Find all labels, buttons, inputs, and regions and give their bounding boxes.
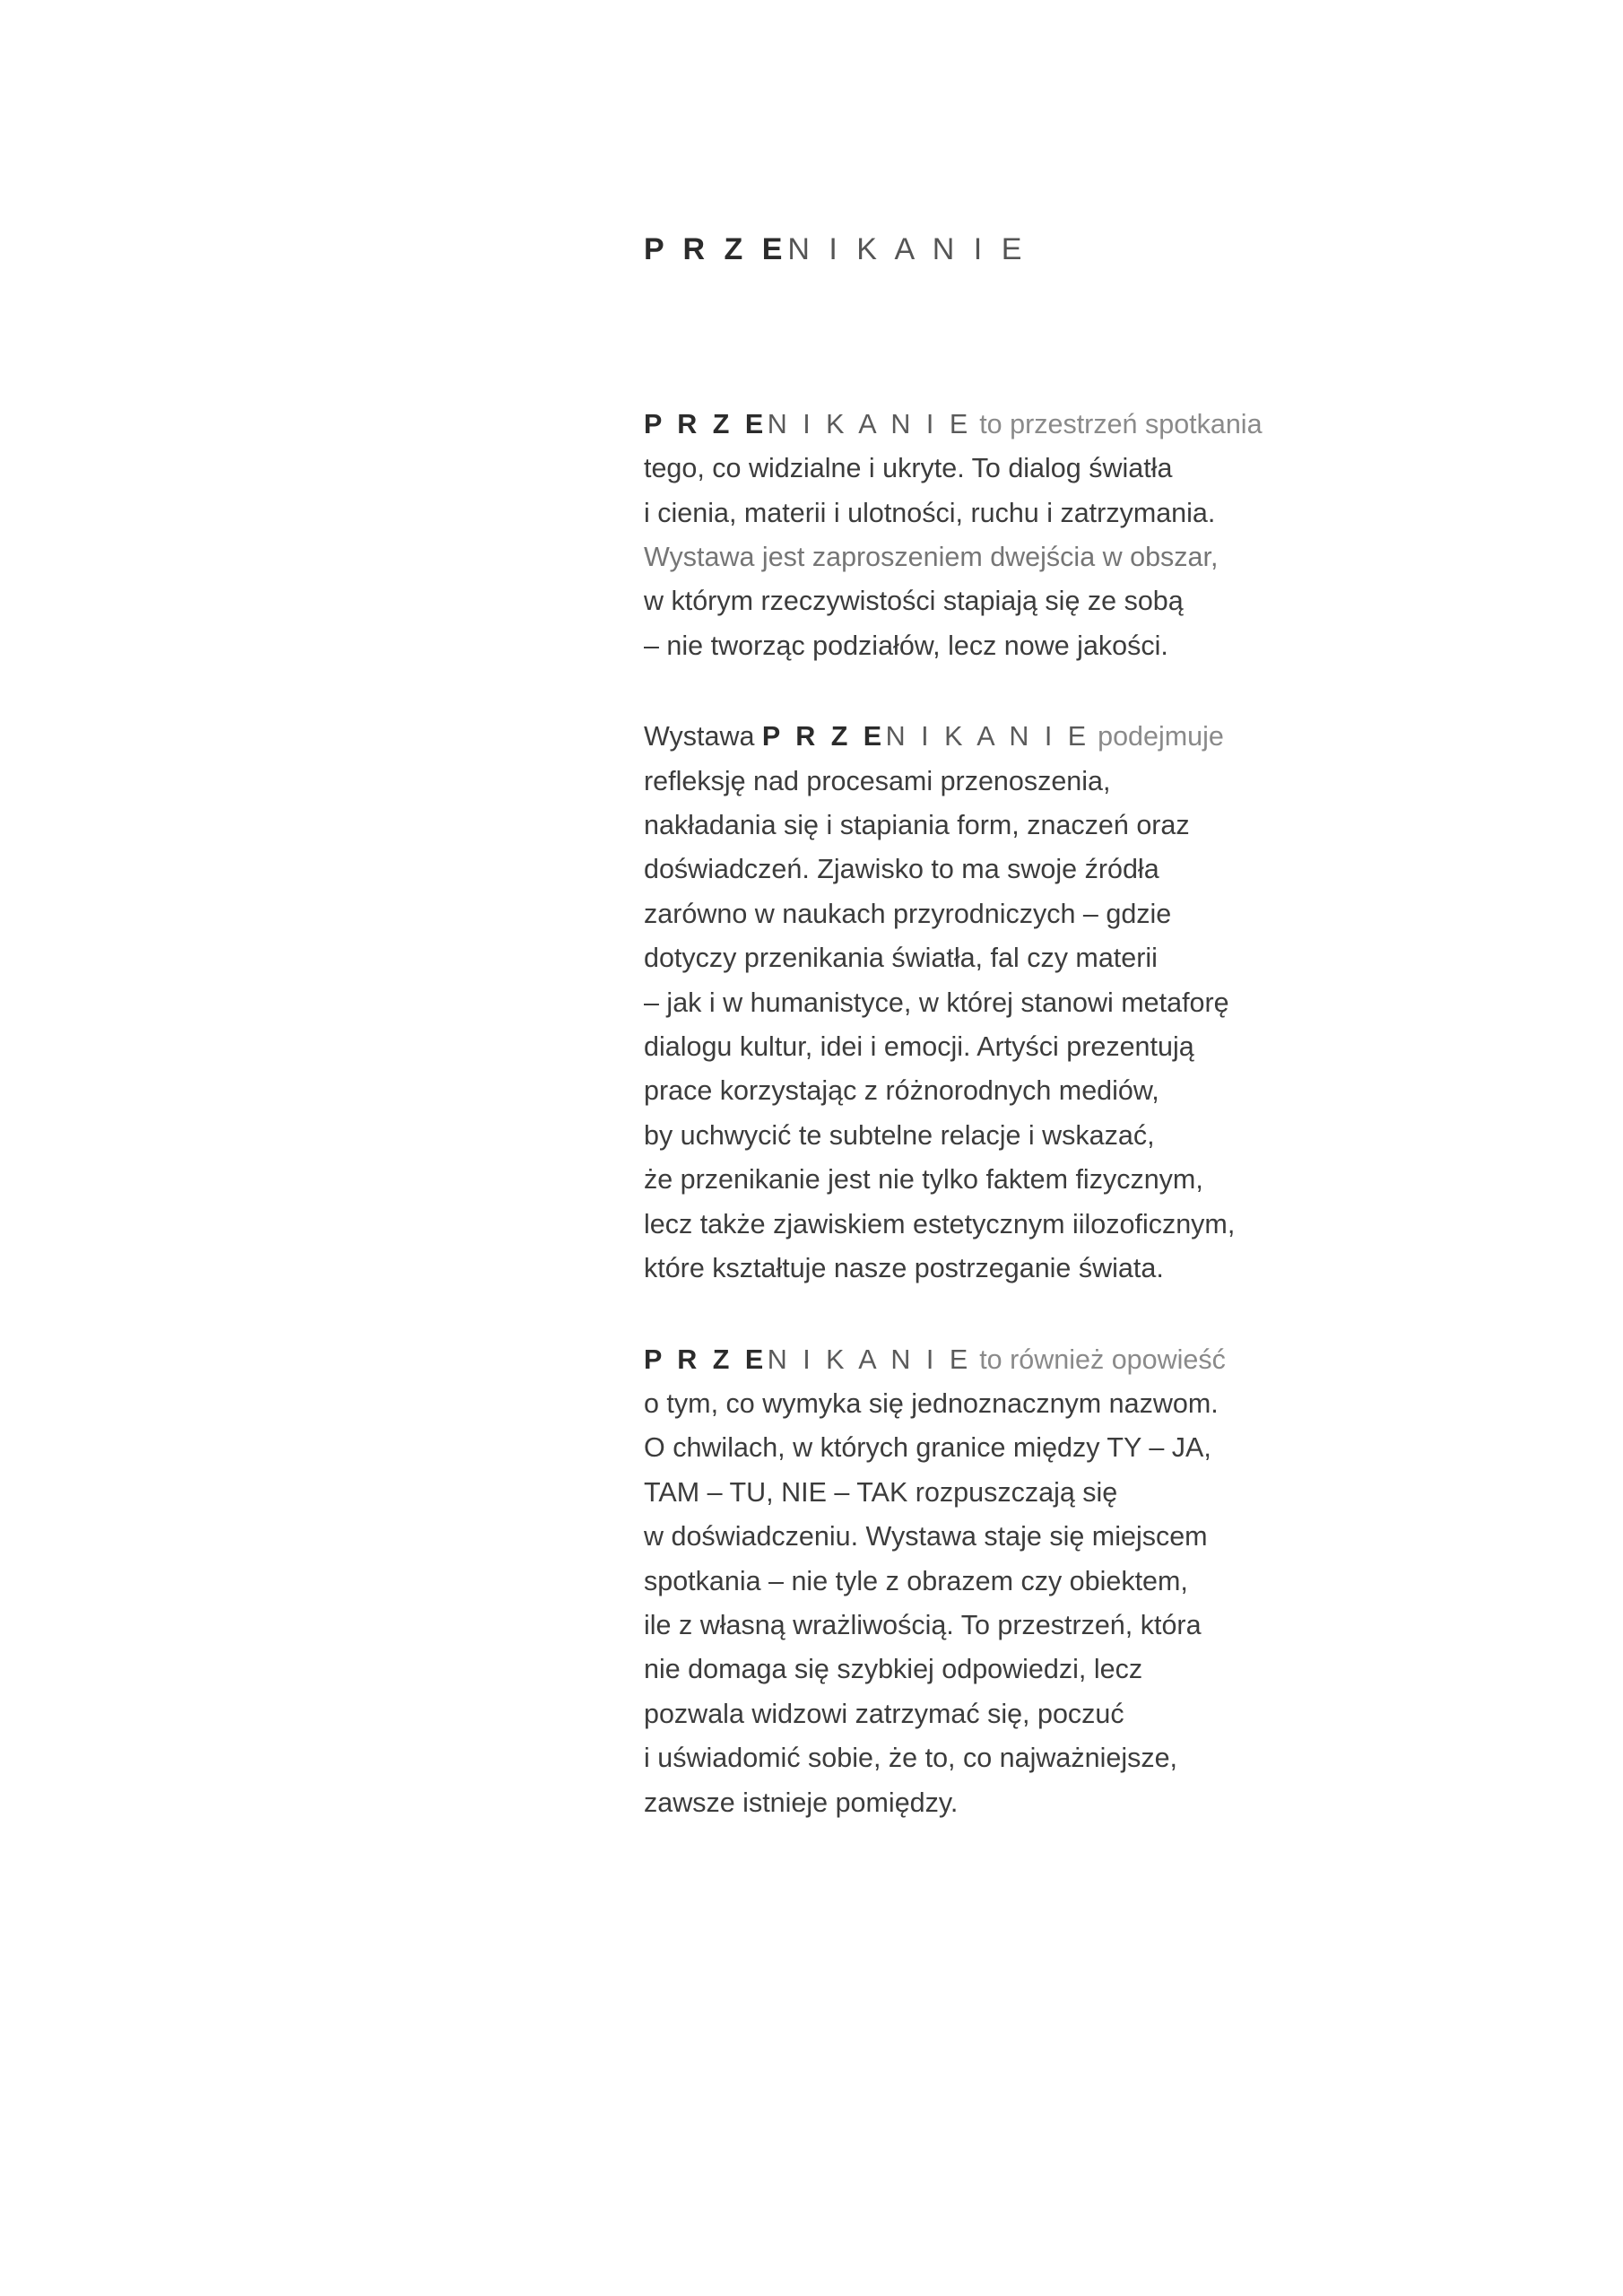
page-title-bold: P R Z E	[644, 232, 788, 266]
paragraph-3-line-1-text: to również opowieść	[971, 1344, 1226, 1375]
paragraph-2-prefix: Wystawa	[644, 721, 762, 752]
paragraph-3-line-5: w doświadczeniu. Wystawa staje się miejscem	[644, 1521, 1208, 1552]
paragraph-2-line-11: że przenikanie jest nie tylko faktem fizycznym,	[644, 1164, 1203, 1196]
paragraph-1-line-3: i cienia, materii i ulotności, ruchu i zatrzymania.	[644, 497, 1216, 528]
paragraph-2-line-12: lecz także zjawiskiem estetycznym iilozoficznym,	[644, 1208, 1236, 1239]
paragraph-3-line-4: TAM – TU, NIE – TAK rozpuszczają się	[644, 1476, 1118, 1508]
keyword-bold: P R Z E	[761, 721, 886, 752]
paragraph-1-line-5: w którym rzeczywistości stapiają się ze sobą	[644, 586, 1184, 617]
paragraph-2-line-7: – jak i w humanistyce, w której stanowi metaforę	[644, 987, 1229, 1018]
keyword-light: N I K A N I E	[767, 408, 972, 439]
keyword-light: N I K A N I E	[885, 721, 1090, 752]
paragraph-1-line-6: – nie tworząc podziałów, lecz nowe jakości.	[644, 630, 1168, 661]
paragraph-1-line-1	[644, 403, 1469, 447]
paragraph-3-line-6: spotkania – nie tyle z obrazem czy obiektem,	[644, 1565, 1188, 1596]
paragraph-2-line-6: dotyczy przenikania światła, fal czy materii	[644, 943, 1158, 974]
paragraph-2-line-3: nakładania się i stapiania form, znaczeń oraz	[644, 810, 1190, 841]
paragraph-3-line-9: pozwala widzowi zatrzymać się, poczuć	[644, 1698, 1124, 1729]
paragraph-3-line-7: ile z własną wrażliwością. To przestrzeń, która	[644, 1609, 1202, 1640]
paragraph-3-line-11: zawsze istnieje pomiędzy.	[644, 1787, 959, 1818]
paragraph-1-line-1-text: to przestrzeń spotkania	[971, 408, 1263, 439]
paragraph-2-line-4: doświadczeń. Zjawisko to ma swoje źródła	[644, 854, 1159, 885]
paragraph-2-line-1-text: podejmuje	[1089, 721, 1224, 752]
paragraph-1-line-4: Wystawa jest zaproszeniem dwejścia w obszar,	[644, 542, 1219, 573]
paragraph-2	[644, 715, 1469, 1291]
paragraph-3-line-1	[644, 1338, 1469, 1382]
paragraph-3-line-3: O chwilach, w których granice między TY – JA,	[644, 1432, 1211, 1464]
paragraph-2-line-8: dialogu kultur, idei i emocji. Artyści prezentują	[644, 1031, 1194, 1063]
keyword-bold: P R Z E	[644, 1344, 768, 1375]
paragraph-2-line-1	[644, 715, 1469, 759]
paragraph-3-line-8: nie domaga się szybkiej odpowiedzi, lecz	[644, 1654, 1143, 1685]
page-title	[644, 231, 1469, 268]
paragraph-1	[644, 403, 1469, 668]
paragraph-3	[644, 1338, 1469, 1825]
paragraph-2-line-5: zarówno w naukach przyrodniczych – gdzie	[644, 898, 1172, 929]
paragraph-1-line-2: tego, co widzialne i ukryte. To dialog światła	[644, 453, 1173, 484]
paragraph-2-line-9: prace korzystając z różnorodnych mediów,	[644, 1075, 1159, 1107]
paragraph-3-line-10: i uświadomić sobie, że to, co najważniejsze,	[644, 1743, 1178, 1774]
paragraph-2-line-13: które kształtuje nasze postrzeganie świata.	[644, 1253, 1164, 1284]
paragraph-2-line-2: refleksję nad procesami przenoszenia,	[644, 765, 1111, 796]
paragraph-3-line-2: o tym, co wymyka się jednoznacznym nazwom.	[644, 1387, 1219, 1419]
keyword-bold: P R Z E	[644, 408, 768, 439]
keyword-light: N I K A N I E	[767, 1344, 972, 1375]
document-content	[644, 231, 1469, 1825]
paragraph-2-line-10: by uchwycić te subtelne relacje i wskazać,	[644, 1119, 1155, 1151]
page-title-light: N I K A N I E	[787, 232, 1028, 266]
